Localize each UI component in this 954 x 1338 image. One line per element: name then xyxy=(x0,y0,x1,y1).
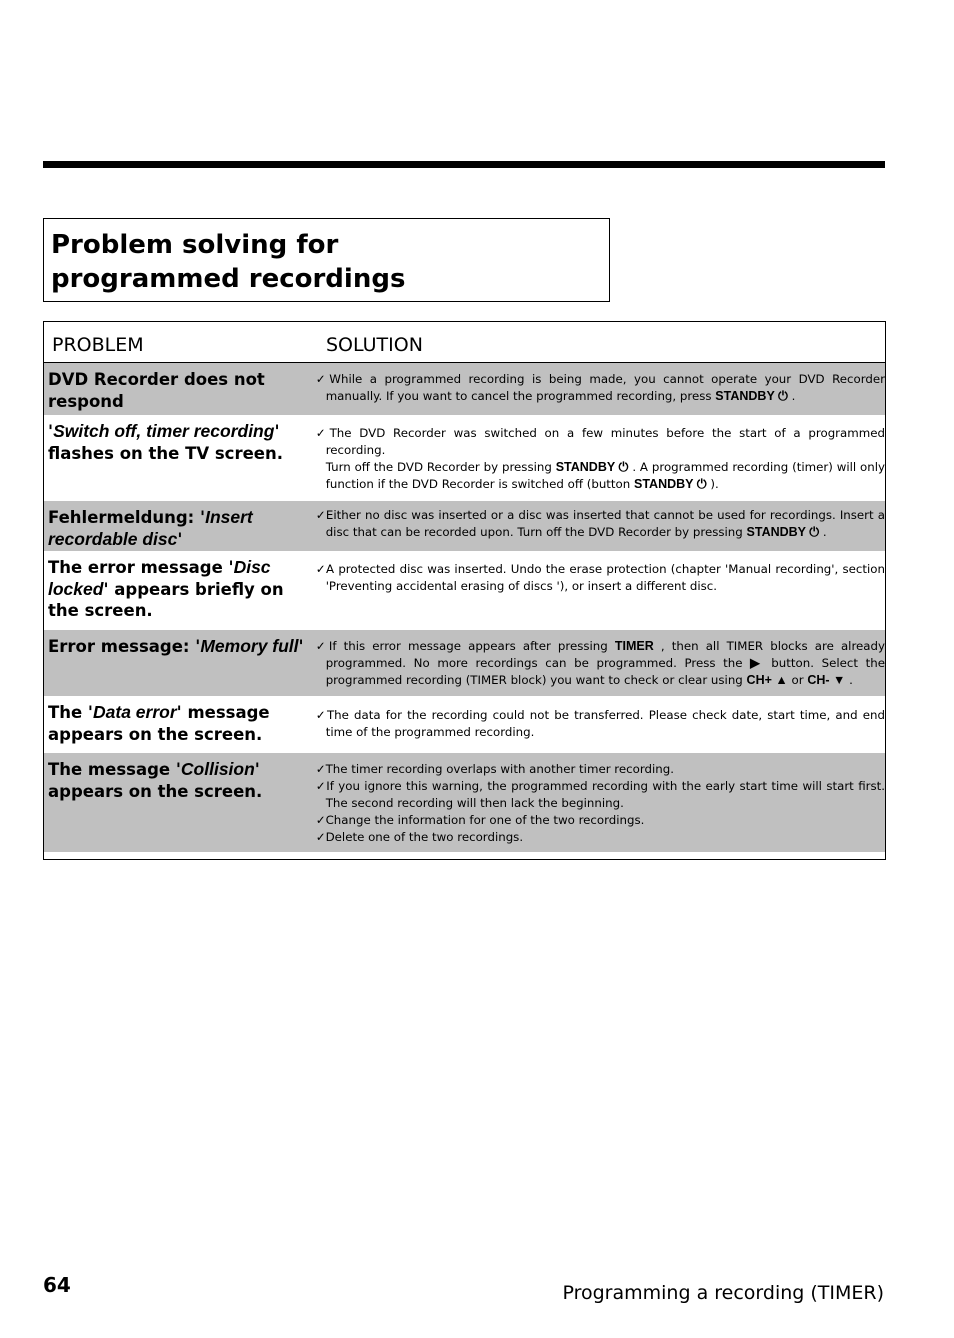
solution-cell xyxy=(316,501,885,551)
table-row xyxy=(44,363,885,415)
ch-down-key: CH- ▼ xyxy=(807,673,846,687)
solution-line: ✓If this error message appears after pressing TIMER , then all TIMER blocks are already programmed. No more recordings can be programmed. Press the ▶ button. Select the programmed recording (TIMER block) you want to check or clear using CH+ ▲ or CH- ▼ . xyxy=(315,639,886,687)
play-icon: ▶ xyxy=(750,656,764,670)
table-row xyxy=(44,696,885,753)
standby-key: STANDBY ⏻ xyxy=(746,525,820,539)
table-row xyxy=(44,551,885,630)
solution-line: ✓The data for the recording could not be transferred. Please check date, start time, and end time of the programmed recording. xyxy=(315,708,885,739)
solution-cell xyxy=(316,363,885,415)
solution-cell xyxy=(316,753,885,852)
top-rule xyxy=(43,161,885,168)
table-row xyxy=(44,753,885,852)
standby-key: STANDBY ⏻ xyxy=(715,389,788,403)
header-solution: SOLUTION xyxy=(326,334,423,356)
problem-cell: The message 'Collision' appears on the screen. xyxy=(48,759,263,801)
solution-line: ✓Change the information for one of the two recordings. xyxy=(315,813,645,827)
table-row xyxy=(44,630,885,696)
ch-up-key: CH+ ▲ xyxy=(746,673,788,687)
problem-cell: DVD Recorder does not respond xyxy=(48,370,265,411)
solution-line: ✓Delete one of the two recordings. xyxy=(315,830,524,844)
problem-cell: 'Switch off, timer recording' flashes on the TV screen. xyxy=(48,421,283,463)
solution-line: ✓The DVD Recorder was switched on a few minutes before the start of a programmed recording. xyxy=(315,426,885,457)
solution-line: ✓Either no disc was inserted or a disc was inserted that cannot be used for recordings. Insert a disc that can be recorded upon. Turn off the DVD Recorder by pressing STANDBY ⏻ . xyxy=(315,508,885,539)
table-header xyxy=(44,322,885,363)
solution-line: ✓A protected disc was inserted. Undo the erase protection (chapter 'Manual recording', section 'Preventing accidental erasing of discs '), or insert a different disc. xyxy=(315,562,885,593)
solution-line: ✓The timer recording overlaps with another timer recording. xyxy=(315,762,674,776)
solution-line: Turn off the DVD Recorder by pressing STANDBY ⏻ . A programmed recording (timer) will only function if the DVD Recorder is switched off (button STANDBY ⏻ ). xyxy=(325,460,885,491)
solution-line: ✓While a programmed recording is being made, you cannot operate your DVD Recorder manually. If you want to cancel the programmed recording, press STANDBY ⏻ . xyxy=(315,372,885,403)
page-number: 64 xyxy=(43,1273,71,1297)
problem-cell: Error message: 'Memory full' xyxy=(48,636,304,656)
table-row xyxy=(44,501,885,551)
solution-cell xyxy=(316,630,885,696)
timer-key: TIMER xyxy=(614,639,654,653)
title-box xyxy=(43,218,610,302)
problem-cell: The error message 'Disc locked' appears briefly on the screen. xyxy=(48,557,284,620)
standby-key: STANDBY ⏻ xyxy=(634,477,707,491)
header-problem: PROBLEM xyxy=(52,334,144,356)
solution-cell xyxy=(316,415,885,501)
solution-cell xyxy=(316,551,885,630)
table-row xyxy=(44,415,885,501)
problem-solution-table xyxy=(43,321,886,860)
problem-cell: Fehlermeldung: 'Insert recordable disc' xyxy=(48,507,253,549)
page-title: Problem solving for programmed recordings xyxy=(51,230,406,294)
problem-cell: The 'Data error' message appears on the screen. xyxy=(48,702,270,744)
standby-key: STANDBY ⏻ xyxy=(555,460,629,474)
solution-line: ✓If you ignore this warning, the programmed recording with the early start time will start first. The second recording will then lack the beginning. xyxy=(315,779,885,810)
solution-cell xyxy=(316,696,885,753)
section-title: Programming a recording (TIMER) xyxy=(562,1282,884,1304)
